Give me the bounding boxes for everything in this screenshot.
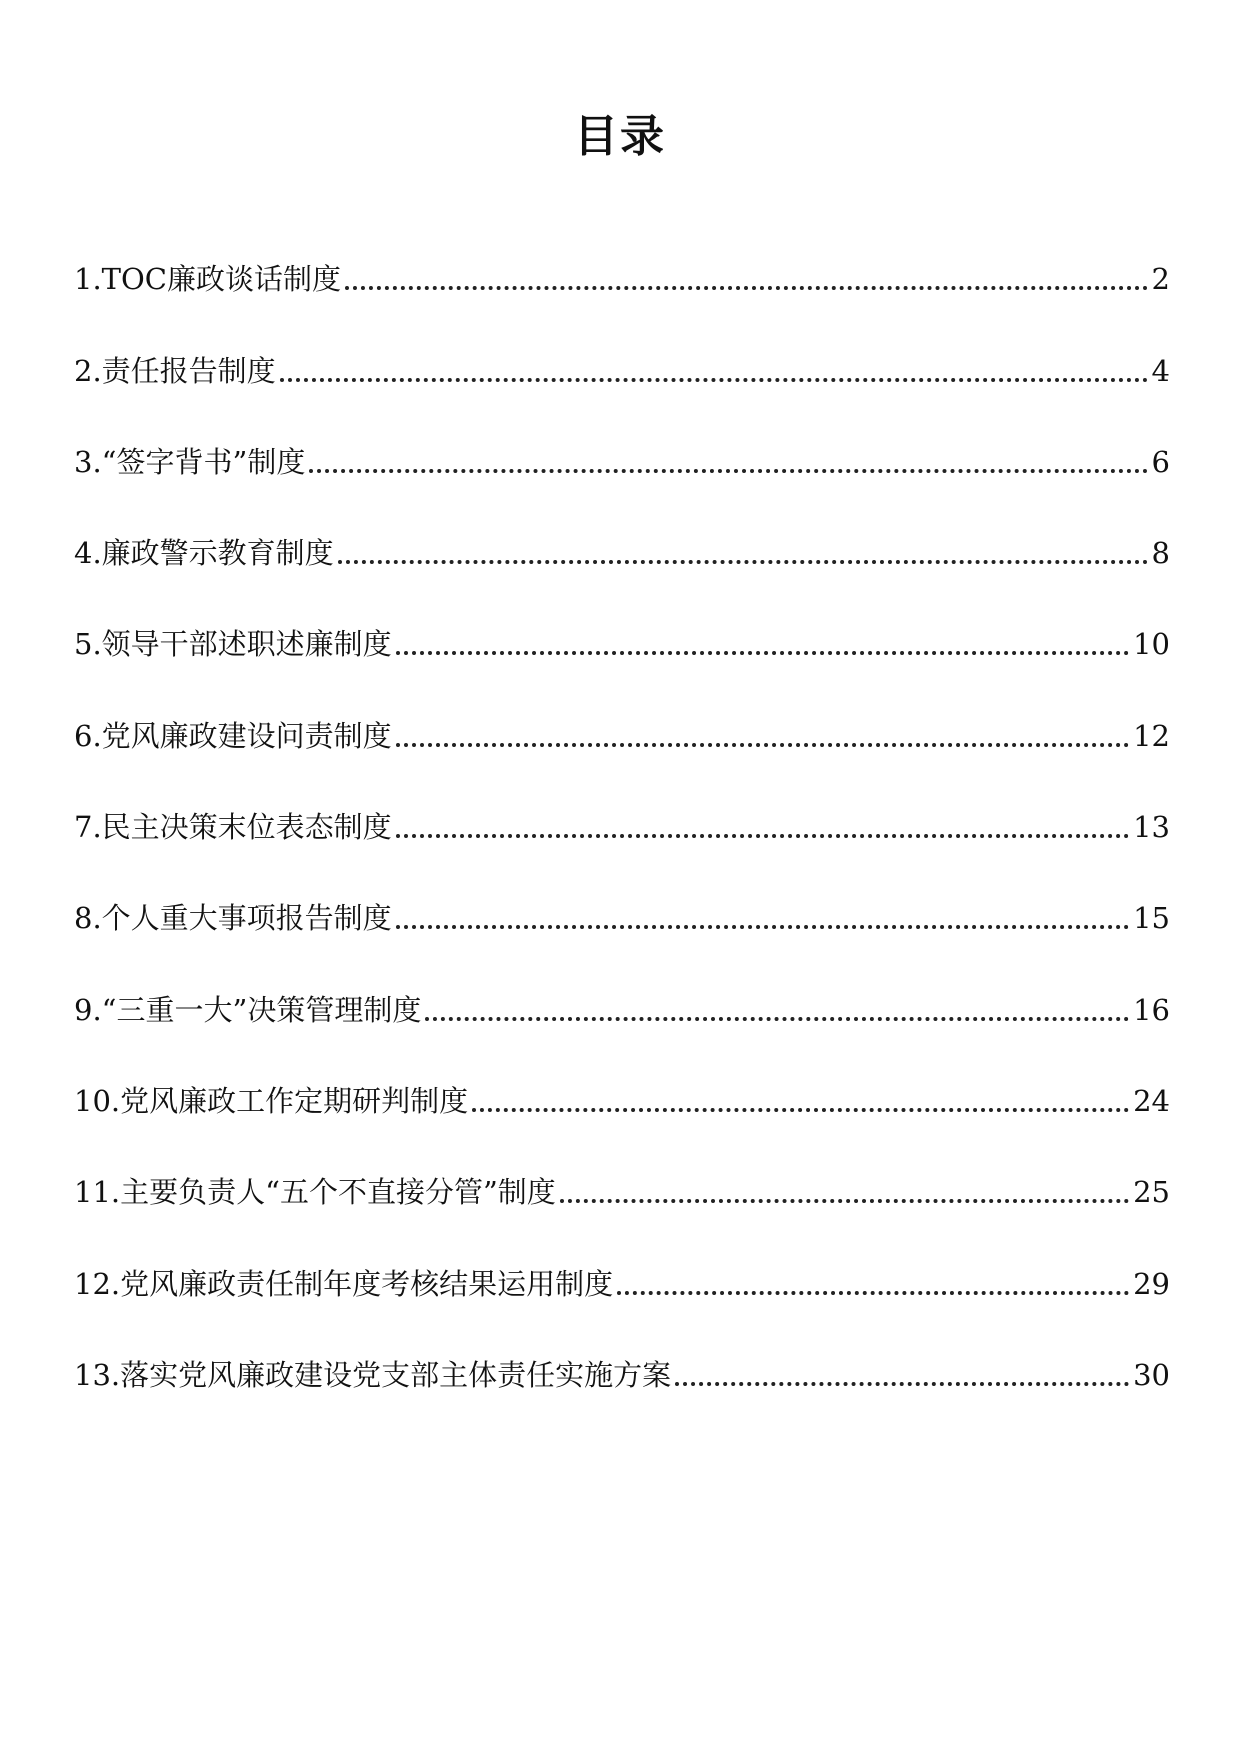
- toc-dot-leader: [560, 1199, 1129, 1203]
- toc-entry-label: 13.落实党风廉政建设党支部主体责任实施方案: [74, 1357, 672, 1392]
- toc-entry-5[interactable]: [74, 573, 1170, 664]
- toc-entry-10[interactable]: [74, 1030, 1170, 1121]
- toc-page-number: 15: [1133, 901, 1170, 936]
- toc-entry-label: 5.领导干部述职述廉制度: [74, 627, 392, 662]
- toc-page-number: 4: [1151, 353, 1170, 388]
- toc-page-number: 12: [1133, 718, 1170, 753]
- toc-entry-label: 11.主要负责人“五个不直接分管”制度: [74, 1175, 556, 1210]
- toc-page-number: 25: [1133, 1175, 1170, 1210]
- toc-entry-label: 8.个人重大事项报告制度: [74, 901, 392, 936]
- toc-page-number: 29: [1133, 1266, 1170, 1301]
- toc-entry-1[interactable]: [74, 208, 1170, 299]
- toc-entry-13[interactable]: [74, 1304, 1170, 1395]
- toc-dot-leader: [396, 834, 1129, 838]
- toc-page-number: 30: [1133, 1357, 1170, 1392]
- toc-entry-8[interactable]: [74, 847, 1170, 938]
- toc-dot-leader: [338, 560, 1148, 564]
- toc-page-number: 6: [1151, 444, 1170, 479]
- toc-entry-label: 10.党风廉政工作定期研判制度: [74, 1083, 469, 1118]
- toc-page-number: 8: [1151, 536, 1170, 571]
- toc-dot-leader: [396, 743, 1129, 747]
- toc-entry-label: 7.民主决策末位表态制度: [74, 810, 392, 845]
- toc-dot-leader: [472, 1108, 1129, 1112]
- toc-dot-leader: [309, 469, 1147, 473]
- toc-dot-leader: [396, 651, 1129, 655]
- toc-dot-leader: [345, 286, 1148, 290]
- toc-entry-label: 2.责任报告制度: [74, 353, 276, 388]
- toc-page-number: 24: [1133, 1083, 1170, 1118]
- toc-entry-label: 3.“签字背书”制度: [74, 444, 306, 479]
- toc-dot-leader: [425, 1017, 1129, 1021]
- table-of-contents: [74, 208, 1170, 1395]
- toc-entry-label: 12.党风廉政责任制年度考核结果运用制度: [74, 1266, 614, 1301]
- toc-entry-7[interactable]: [74, 756, 1170, 847]
- toc-entry-9[interactable]: [74, 938, 1170, 1029]
- toc-entry-label: 4.廉政警示教育制度: [74, 536, 334, 571]
- page-title: 目录: [574, 111, 666, 163]
- toc-page-number: 13: [1133, 810, 1170, 845]
- toc-dot-leader: [675, 1382, 1129, 1386]
- toc-dot-leader: [396, 925, 1129, 929]
- toc-page-number: 10: [1133, 627, 1170, 662]
- toc-entry-label: 9.“三重一大”决策管理制度: [74, 992, 422, 1027]
- toc-dot-leader: [280, 378, 1148, 382]
- toc-page-number: 16: [1133, 992, 1170, 1027]
- toc-entry-3[interactable]: [74, 391, 1170, 482]
- toc-entry-2[interactable]: [74, 299, 1170, 390]
- toc-entry-4[interactable]: [74, 482, 1170, 573]
- toc-page-number: 2: [1151, 262, 1170, 297]
- toc-entry-label: 6.党风廉政建设问责制度: [74, 718, 392, 753]
- toc-dot-leader: [617, 1291, 1129, 1295]
- toc-entry-label: 1.TOC廉政谈话制度: [74, 262, 341, 297]
- toc-entry-6[interactable]: [74, 664, 1170, 755]
- toc-entry-12[interactable]: [74, 1212, 1170, 1303]
- toc-entry-11[interactable]: [74, 1121, 1170, 1212]
